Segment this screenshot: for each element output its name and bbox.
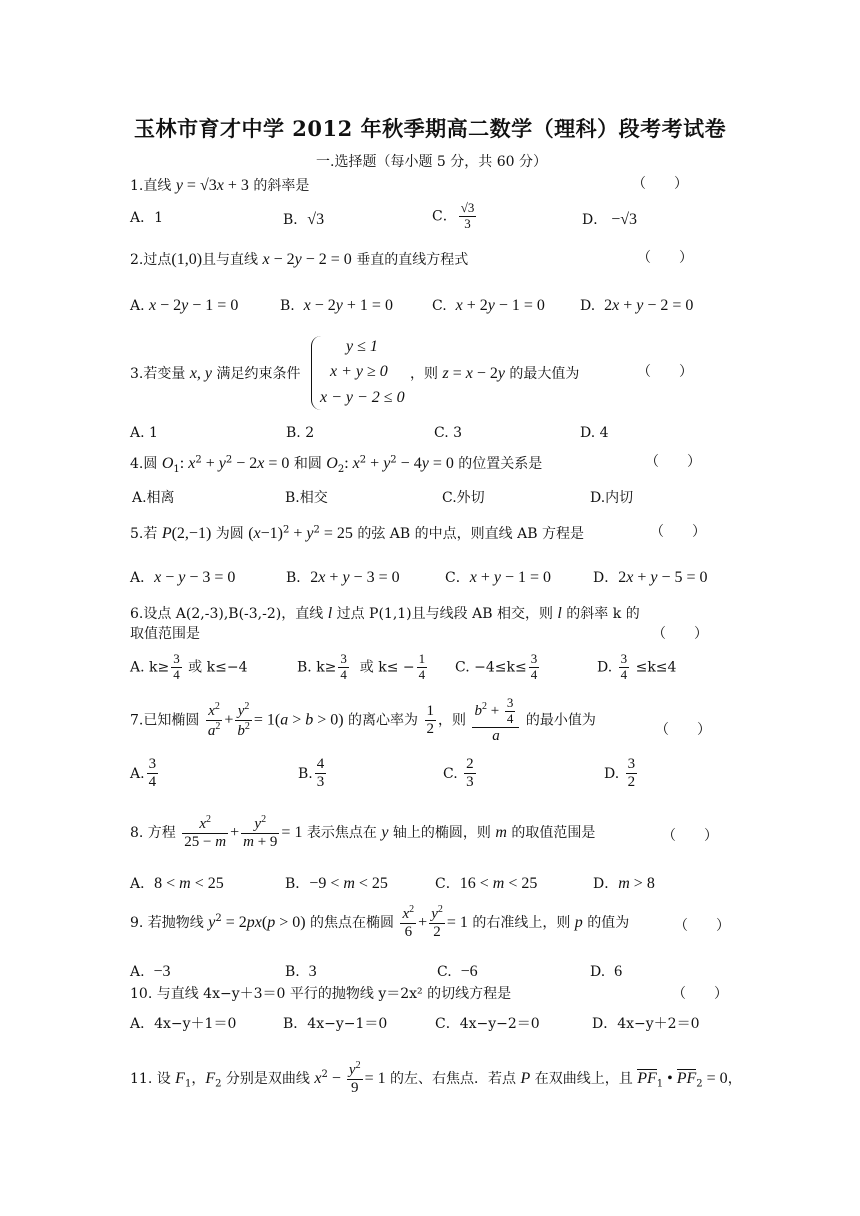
question-3-stem-post: ，则 z = x − 2y 的最大值为 <box>410 365 580 382</box>
question-6-paren: （ ） <box>652 626 708 642</box>
question-1-option-b: B．√3 <box>283 211 325 228</box>
question-10-stem: 10. 与直线 4x−y＋3＝0 平行的抛物线 y＝2x² 的切线方程是 <box>130 986 512 1002</box>
constraint-2: x + y ≥ 0 <box>330 363 388 380</box>
question-4-option-b: B.相交 <box>285 490 328 506</box>
question-2-option-c: C. x + 2y − 1 = 0 <box>432 297 545 314</box>
question-7-option-c: C. $\frac{2}{3}$ <box>443 756 474 791</box>
question-8-paren: （ ） <box>662 828 718 844</box>
question-9-option-c: C. −6 <box>437 963 478 980</box>
question-1-option-c: C． $\frac{√3}{3}$ <box>432 200 475 231</box>
question-4-paren: （ ） <box>645 454 701 470</box>
question-7-option-d: D. $\frac{3}{2}$ <box>604 756 636 791</box>
question-6-option-b: B. k≥ $\frac{3}{4}$ 或 k≤ − $\frac{1}{4}$ <box>297 651 426 682</box>
question-3-option-b: B. 2 <box>286 425 315 441</box>
question-6-stem-line2: 取值范围是 <box>130 626 200 642</box>
question-2-option-d: D. 2x + y − 2 = 0 <box>580 297 694 314</box>
question-8-option-c: C．16 < m < 25 <box>435 875 538 892</box>
question-9-option-a: A. −3 <box>130 963 171 980</box>
question-10-option-a: A．4x−y＋1＝0 <box>130 1016 237 1032</box>
question-1-paren: （ ） <box>632 176 688 192</box>
question-2-option-a: A. x − 2y − 1 = 0 <box>130 297 239 314</box>
question-5-stem: 5.若 P(2,−1) 为圆 $(x-1)^2 + y^2 = 25$ 的弦 AB 的中点，则直线 AB 方程是 <box>130 524 584 542</box>
question-2-option-b: B. x − 2y + 1 = 0 <box>280 297 393 314</box>
question-9-stem: 9. 若抛物线 $y^2 = 2px(p > 0)$ 的焦点在椭圆 $\frac{x^2}{6}$ + $\frac{y^2}{2}$ = 1 的右准线上，则 p 的值为 <box>130 904 630 941</box>
question-6-option-c: C. −4≤k≤ $\frac{3}{4}$ <box>455 651 538 682</box>
question-5-option-a: A．x − y − 3 = 0 <box>130 569 236 586</box>
question-10-option-b: B．4x−y−1＝0 <box>283 1016 388 1032</box>
question-3-option-c: C. 3 <box>434 425 463 441</box>
question-4-option-d: D.内切 <box>590 490 634 506</box>
constraint-1: y ≤ 1 <box>346 338 378 355</box>
constraint-3: x − y − 2 ≤ 0 <box>320 389 405 406</box>
question-9-option-b: B. 3 <box>285 963 317 980</box>
question-1-option-a: A．1 <box>130 210 164 226</box>
question-5-option-d: D．2x + y − 5 = 0 <box>593 569 708 586</box>
question-5-option-c: C．x + y − 1 = 0 <box>445 569 552 586</box>
section-heading: 一.选择题（每小题 5 分，共 60 分） <box>316 154 547 170</box>
question-10-paren: （ ） <box>672 986 728 1002</box>
question-6-option-d: D. $\frac{3}{4}$ ≤k≤4 <box>597 651 677 682</box>
question-6-stem: 6.设点 A(2,-3),B(-3,-2)，直线 l 过点 P(1,1)且与线段 AB 相交，则 l 的斜率 k 的 <box>130 605 640 622</box>
question-3-option-d: D. 4 <box>580 425 609 441</box>
question-1-stem: 1.直线 y = √3x + 3 的斜率是 <box>130 177 310 194</box>
question-2-paren: （ ） <box>637 250 693 266</box>
question-3-paren: （ ） <box>637 364 693 380</box>
question-6-option-a: A. k≥ $\frac{3}{4}$ 或 k≤−4 <box>130 651 248 682</box>
question-7-option-a: A. $\frac{3}{4}$ <box>130 756 157 791</box>
question-4-option-a: A.相离 <box>132 490 175 506</box>
question-5-option-b: B．2x + y − 3 = 0 <box>286 569 400 586</box>
question-4-stem: 4.圆 $O_1$: $x^2 + y^2 - 2x = 0$ 和圆 $O_2$: $x^2 + y^2 - 4y = 0$ 的位置关系是 <box>130 454 543 475</box>
question-8-option-a: A．8 < m < 25 <box>130 875 224 892</box>
question-5-paren: （ ） <box>650 524 706 540</box>
question-7-paren: （ ） <box>655 722 711 738</box>
question-7-option-b: B. $\frac{4}{3}$ <box>298 756 325 791</box>
question-10-option-d: D．4x−y＋2＝0 <box>592 1016 700 1032</box>
question-3-stem-pre: 3.若变量 x, y 满足约束条件 <box>130 365 301 382</box>
question-8-option-b: B．−9 < m < 25 <box>285 875 388 892</box>
question-8-option-d: D．m > 8 <box>593 875 655 892</box>
question-3-option-a: A. 1 <box>130 425 158 441</box>
question-1-option-d: D． −√3 <box>582 211 638 228</box>
exam-title: 玉林市育才中学 2012 年秋季期高二数学（理科）段考考试卷 <box>134 116 727 141</box>
question-11-stem: 11. 设 $F_1$，$F_2$ 分别是双曲线 $x^2$ − $\frac{y^2}{9}$ = 1 的左、右焦点．若点 P 在双曲线上，且 $PF_1$ • $PF_2 = 0$， <box>130 1060 742 1097</box>
question-7-stem: 7.已知椭圆 $\frac{x^2}{a^2}$ + $\frac{y^2}{b^2}$ = 1(a > b > 0) 的离心率为 $\frac{1}{2}$ ，则 $b^2$ + $\frac{3}{4}$ a 的最小值为 <box>130 695 596 744</box>
question-9-paren: （ ） <box>674 918 730 934</box>
question-10-option-c: C．4x−y−2＝0 <box>435 1016 540 1032</box>
question-4-option-c: C.外切 <box>442 490 485 506</box>
question-2-stem: 2.过点(1,0)且与直线 x − 2y − 2 = 0 垂直的直线方程式 <box>130 251 469 268</box>
question-8-stem: 8. 方程 $\frac{x^2}{25 - m}$ + $\frac{y^2}{m + 9}$ = 1 表示焦点在 y 轴上的椭圆，则 m 的取值范围是 <box>130 814 596 851</box>
question-9-option-d: D. 6 <box>590 963 623 980</box>
